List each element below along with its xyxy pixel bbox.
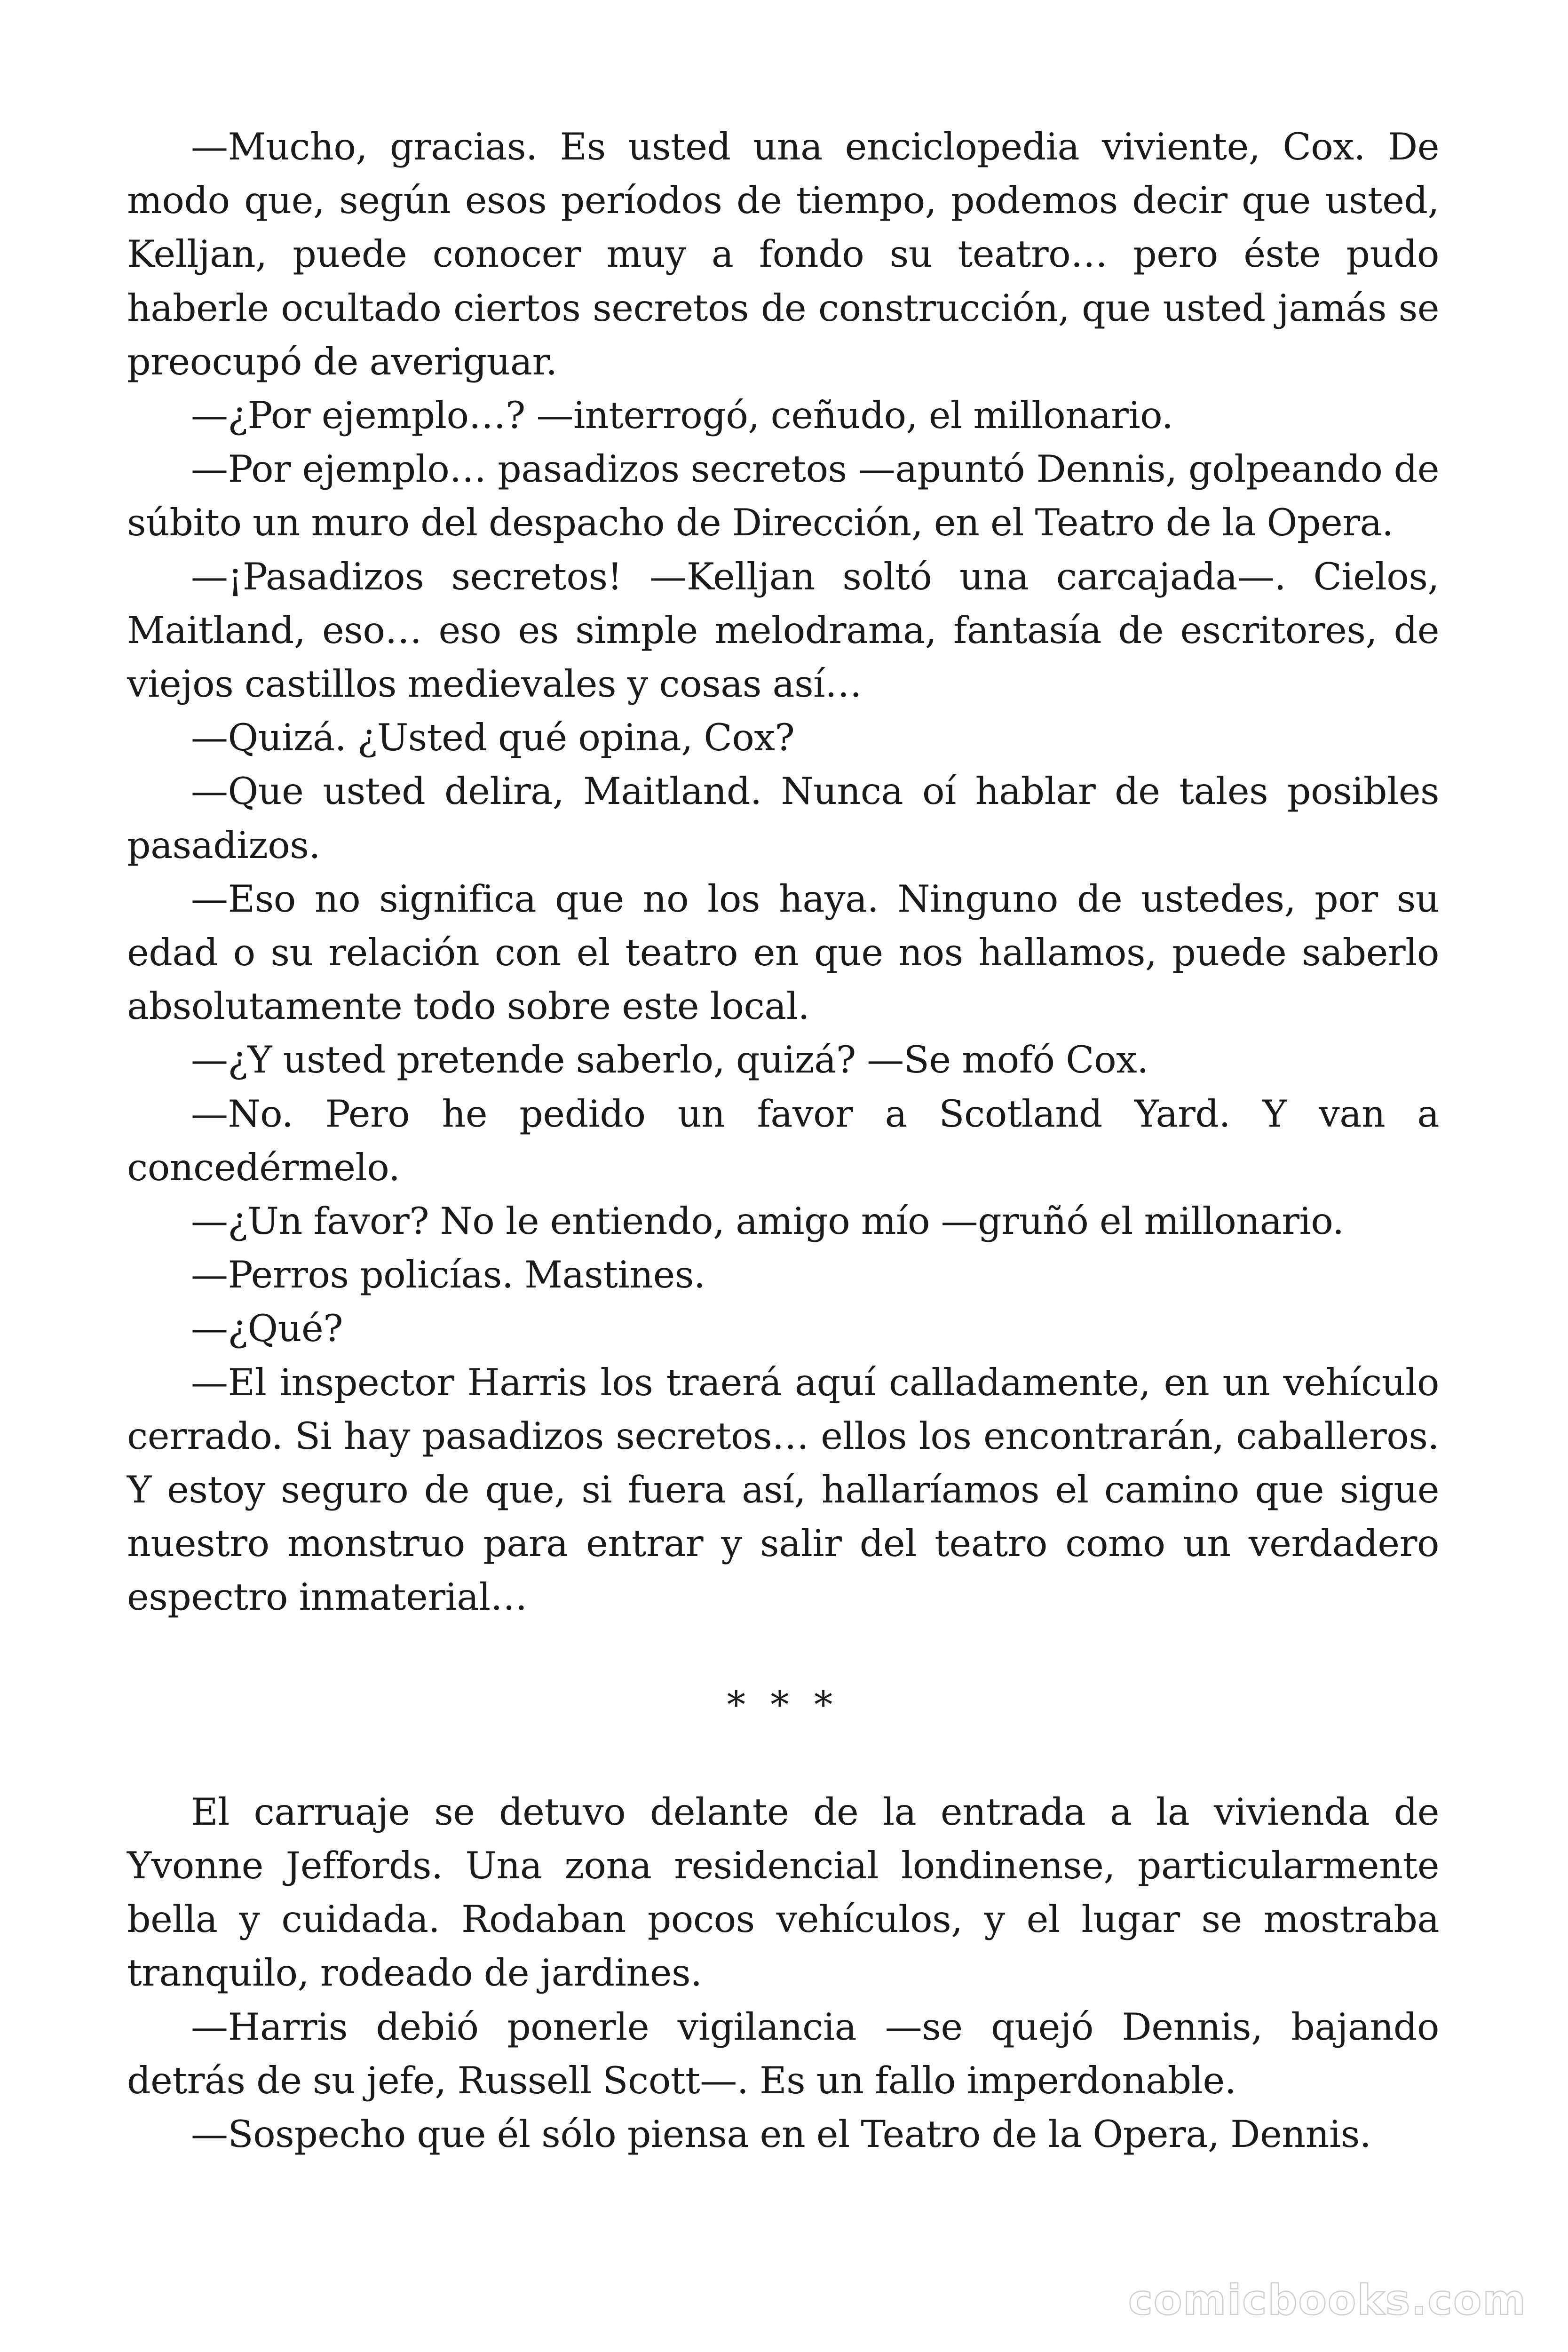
paragraph: —¿Y usted pretende saberlo, quizá? —Se mofó Cox. — [191, 1038, 1148, 1082]
paragraph: —Harris debió ponerle vigilancia —se quejó Dennis, bajando detrás de su jefe, Russell Scott—. Es un fallo imperdonable. — [127, 2005, 1439, 2102]
paragraph: —¿Qué? — [191, 1307, 343, 1351]
paragraph: —No. Pero he pedido un favor a Scotland Yard. Y van a concedérmelo. — [127, 1092, 1439, 1189]
paragraph: —¿Por ejemplo…? —interrogó, ceñudo, el millonario. — [191, 394, 1173, 437]
paragraph: —¿Un favor? No le entiendo, amigo mío —gruñó el millonario. — [191, 1200, 1344, 1243]
paragraph: —El inspector Harris los traerá aquí calladamente, en un vehículo cerrado. Si hay pasadizos secretos… ellos los encontrarán, caballeros. Y estoy seguro de que, si fuera así, hallaríamos el camino que sigue nuestro monstruo para entrar y salir del teatro como un verdadero espectro inmaterial… — [127, 1360, 1439, 1619]
watermark: comicbooks.com — [1128, 2276, 1527, 2324]
paragraph: —¡Pasadizos secretos! —Kelljan soltó una carcajada—. Cielos, Maitland, eso… eso es simple melodrama, fantasía de escritores, de viejos castillos medievales y cosas así… — [127, 555, 1439, 706]
page-text — [127, 120, 1439, 2161]
paragraph: —Por ejemplo… pasadizos secretos —apuntó Dennis, golpeando de súbito un muro del despacho de Dirección, en el Teatro de la Opera. — [127, 447, 1439, 545]
paragraph: —Que usted delira, Maitland. Nunca oí hablar de tales posibles pasadizos. — [127, 770, 1439, 867]
paragraph: —Perros policías. Mastines. — [191, 1253, 705, 1297]
paragraph: —Sospecho que él sólo piensa en el Teatro de la Opera, Dennis. — [191, 2112, 1371, 2156]
paragraph: —Mucho, gracias. Es usted una enciclopedia viviente, Cox. De modo que, según esos períodos de tiempo, podemos decir que usted, Kelljan, puede conocer muy a fondo su teatro… pero éste pudo haberle ocultado ciertos secretos de construcción, que usted jamás se preocupó de averiguar. — [127, 125, 1439, 383]
paragraph: El carruaje se detuvo delante de la entrada a la vivienda de Yvonne Jeffords. Una zona residencial londinense, particularmente bella y cuidada. Rodaban pocos vehículos, y el lugar se mostraba tranquilo, rodeado de jardines. — [127, 1790, 1439, 1995]
section-separator: * * * — [727, 1683, 839, 1726]
paragraph: —Quizá. ¿Usted qué opina, Cox? — [191, 716, 795, 760]
paragraph: —Eso no significa que no los haya. Ninguno de ustedes, por su edad o su relación con el teatro en que nos hallamos, puede saberlo absolutamente todo sobre este local. — [127, 877, 1439, 1028]
